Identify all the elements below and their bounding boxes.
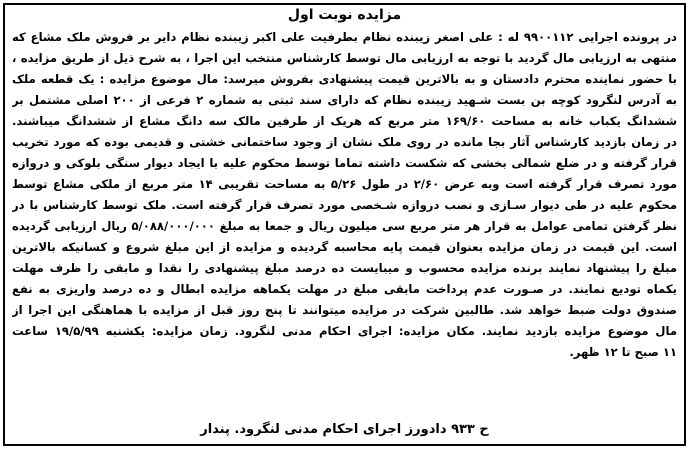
notice-line-16: ۱۱ صبح تا ۱۲ ظهر. [569, 345, 677, 359]
notice-line-5: ششدانگ یکباب خانه به مساحت ۱۶۹/۶۰ متر مربع که هریک از طرفین مالک سه دانگ مشاع از ششدانگ میباشند. [12, 114, 677, 128]
notice-line-15: مال موضوع مزایده بازدید نمایند. مکان مزایده: اجرای احکام مدنی لنگرود. زمان مزایده: یکشنبه ۱۹/۵/۹۹ ساعت [12, 324, 677, 338]
notice-line-8: مورد تصرف قرار گرفته است وبه عرض ۲/۶۰ در طول ۵/۲۶ به مساحت تقریبی ۱۴ متر مربع از ملکی مشاع توسط [12, 177, 677, 191]
notice-line-6: در زمان بازدید کارشناس آثار بجا مانده در روی ملک نشان از وجود ساختمانی خشتی و قدیمی بوده که مورد تخریب [12, 135, 677, 149]
notice-title: مزایده نوبت اول [287, 7, 402, 23]
notice-signature: ح ۹۳۳ دادورز اجرای احکام مدنی لنگرود. پندار [200, 422, 489, 437]
notice-line-1: در پرونده اجرایی ۹۹۰۰۱۱۲ له : علی اصغر زیبنده نظام بطرفیت علی اکبر زیبنده نظام دایر بر فروش ملک مشاع که [12, 30, 677, 44]
notice-line-7: قرار گرفته و در ضلع شمالی بخشی که شکست داشته تماما توسط محکوم علیه با ایجاد دیوار سنگی بلوکی و دروازه [12, 156, 677, 170]
notice-body [12, 27, 677, 363]
notice-line-12: مبلغ را پیشنهاد نمایند برنده مزایده محسوب و میبایست ده درصد مبلغ پیشنهادی را نقدا و مابقی را ظرف مهلت [12, 261, 677, 275]
notice-line-14: صندوق دولت ضبط خواهد شد. طالبین شرکت در مزایده میتوانند تا پنج روز قبل از مزایده با هماهنگی این اجرا از [12, 303, 677, 317]
notice-line-4: به آدرس لنگرود کوچه بن بست شـهید زیبنده نظام که دارای سند ثبتی به شماره ۲ فرعی از ۲۰۰ اصلی مشتمل بر [12, 93, 677, 107]
notice-line-11: است. این قیمت در زمان مزایده بعنوان قیمت پایه محاسبه گردیده و مزایده از این مبلغ شروع و کسانیکه بالاترین [12, 240, 677, 254]
notice-line-3: با حضور نماینده محترم دادستان و به بالاترین قیمت پیشنهادی بفروش میرسد: مال موضوع مزایده : یک قطعه ملک [12, 72, 677, 86]
notice-line-10: نظر گرفتن تمامی عوامل به قرار هر متر مربع سی میلیون ریال و جمعا به مبلغ ۵/۰۸۸/۰۰۰/۰۰۰ ریال ارزیابی گردیده [12, 219, 677, 233]
notice-line-9: محکوم علیه در طی دیوار سـازی و نصب دروازه شـخصی مورد تصرف قرار گرفته است. ملک توسط کارشناس با در [12, 198, 677, 212]
notice-line-2: منتهی به ارزیابی مال گردید با توجه به ارزیابی مال توسط کارشناس منتخب این اجرا ، به شرح ذیل از طریق مزایده ، [12, 51, 677, 65]
notice-line-13: یکماه تودیع نمایند. در صـورت عدم پرداخت مابقی مبلغ در مهلت یکماهه مزایده ابطال و ده درصد واریزی به نفع [12, 282, 677, 296]
